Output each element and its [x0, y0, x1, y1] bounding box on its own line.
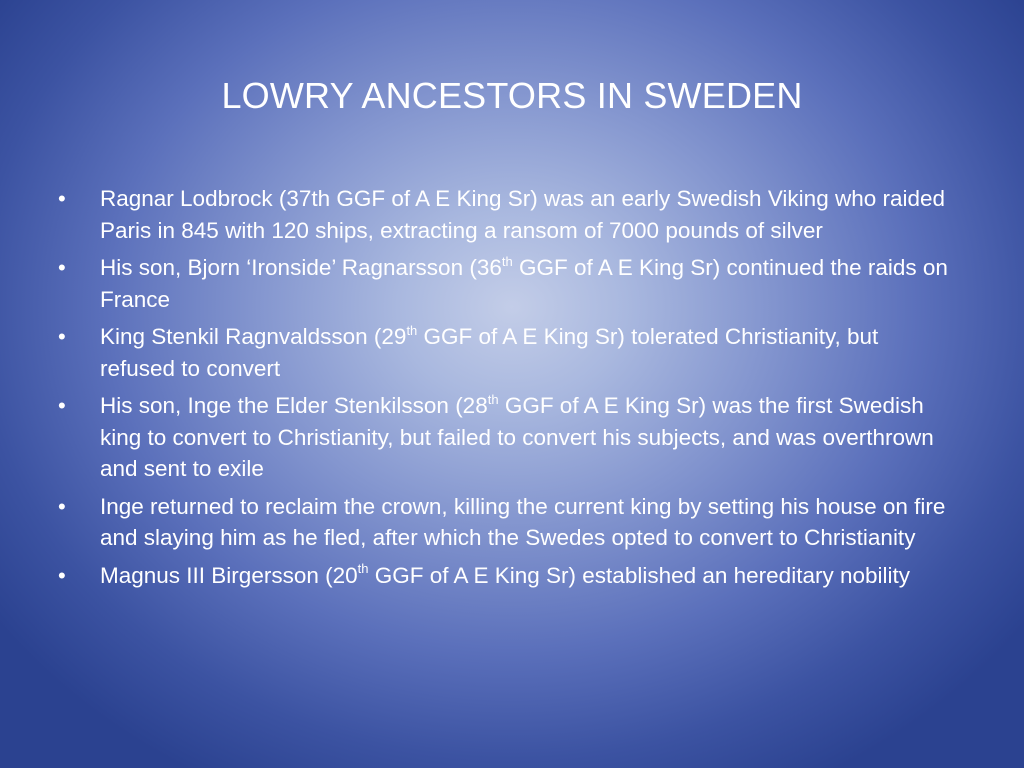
- bullet-superscript: th: [406, 322, 418, 338]
- bullet-text-run: Magnus III Birgersson (20: [100, 562, 358, 588]
- bullet-item: [56, 183, 956, 246]
- bullet-text: [100, 255, 948, 312]
- bullet-superscript: th: [501, 253, 513, 269]
- bullet-text: [100, 186, 945, 243]
- bullet-text-run: GGF of A E King Sr) established an hereditary nobility: [368, 562, 910, 588]
- bullet-item: [56, 321, 956, 384]
- bullet-dot-icon: •: [58, 493, 66, 519]
- bullet-superscript: th: [357, 561, 369, 576]
- bullet-text: [100, 393, 934, 481]
- bullet-text: [100, 324, 878, 381]
- bullet-text: [100, 494, 945, 551]
- bullet-text-run: King Stenkil Ragnvaldsson (29: [100, 324, 407, 349]
- bullet-text: [100, 563, 910, 588]
- bullet-dot-icon: •: [58, 255, 66, 280]
- bullet-text-run: GGF of A E King Sr) tolerated Christianity, but refused to convert: [100, 324, 879, 381]
- bullet-text-run: Inge returned to reclaim the crown, killing the current king by setting his house on fire and slaying him as he fled, after which the Swedes opted to convert to Christianity: [100, 493, 946, 550]
- bullet-text-run: His son, Inge the Elder Stenkilsson (28: [100, 393, 488, 418]
- bullet-dot-icon: •: [58, 186, 66, 211]
- bullet-superscript: th: [487, 391, 499, 407]
- bullet-item: [56, 491, 956, 554]
- bullet-text-run: His son, Bjorn ‘Ironside’ Ragnarsson (36: [100, 255, 502, 280]
- bullet-text-run: GGF of A E King Sr) was the first Swedish king to convert to Christianity, but failed to convert his subjects, and was overthrown and sent to exile: [100, 393, 934, 481]
- slide-title: LOWRY ANCESTORS IN SWEDEN: [221, 75, 803, 116]
- bullet-dot-icon: •: [58, 324, 66, 349]
- bullet-item: [56, 390, 956, 485]
- bullet-text-run: Ragnar Lodbrock (37th GGF of A E King Sr) was an early Swedish Viking who raided Paris in 845 with 120 ships, extracting a ransom of 7000 pounds of silver: [100, 186, 946, 243]
- bullet-item: [56, 560, 956, 592]
- bullet-list: [56, 183, 956, 597]
- bullet-text-run: GGF of A E King Sr) continued the raids on France: [100, 255, 948, 312]
- bullet-dot-icon: •: [58, 393, 66, 418]
- bullet-item: [56, 252, 956, 315]
- bullet-dot-icon: •: [58, 562, 66, 588]
